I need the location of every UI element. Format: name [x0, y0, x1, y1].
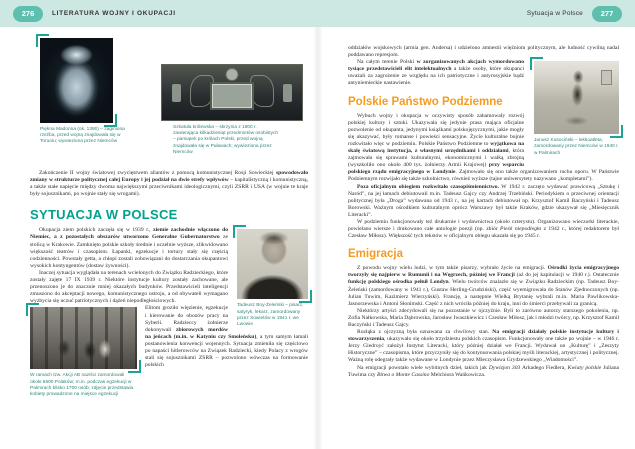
- madonna-photo: [40, 38, 113, 123]
- page-right: [318, 27, 635, 449]
- figure-caption: Tadeusz Boy-Żeleński – pisarz, satyryk, lekarz, zamordowany przez Sowietów w 1941 r. we Lwowie: [237, 303, 304, 327]
- casket-figure: [161, 64, 303, 156]
- section-heading-orange: Emigracja: [348, 248, 403, 261]
- figure-caption: Szkatuła królewska – skrzynia z 1800 r. zawierająca kilkadziesiąt przedmiotów osobistych – pamiątek po królach Polski, przed wojną znajdowała się w Puławach; wywieziona przez Niemców: [173, 125, 279, 155]
- header-band: [0, 0, 635, 27]
- body-paragraph: Elitom groziło więzienie, egzekucje i kierowanie do obozów pracy na Syberii. Radzieccy żołnierze dokonywali zbiorowych mordów na jeńcach (m.in. w Katyniu czy Smoleńsku), a tym samym łamali postanowienia konwencji wojennych. Sytuacja zmieniła się częściowo po napaści hitlerowców na Związek Radziecki, kiedy Polacy z wrogów stali się sojusznikami ZSRR – pozwolono wówczas na formowanie polskich: [145, 305, 308, 369]
- body-paragraph: Na emigracji powstało wiele wybitnych dzieł, takich jak Dywizjon 303 Arkadego Fiedlera, Kwiaty polskie Juliana Tuwima czy Bitwa o Monte Cassino Melchiora Wańkowicza.: [348, 364, 620, 378]
- casket-fitting: [172, 84, 181, 102]
- corner-bracket-icon: [128, 360, 141, 373]
- figure-caption: Janusz Kusociński – lekkoatleta, zamordowany przez Niemców w 1940 r. w Palmirach: [534, 138, 619, 156]
- body-paragraph: Zakończenie II wojny światowej zwycięstwem aliantów z pomocą komunistycznej Rosji Sowieckiej spowodowało zmiany w strukturze politycznej całej Europy i jej podział na dwie strefy wpływów – kapitalistyczną i komunistyczną, a także stałe napięcie między dwoma największymi przeciwnikami ideologicznymi, czyli ZSRR i USA (w wojnie te kraje były sojusznikami, po wojnie stały się wrogami).: [30, 170, 308, 198]
- header-left: [13, 6, 176, 22]
- corner-bracket-icon: [530, 57, 543, 70]
- running-title-left: LITERATURA WOJNY I OKUPACJI: [52, 10, 176, 17]
- figure-caption: W ramach tzw. Akcji AB naziści zamordowali około 6500 Polaków; m.in. podczas egzekucji w Palmirach blisko 1700 osób; zdjęcie przedstawia kobiety prowadzone na miejsce egzekucji: [30, 373, 134, 398]
- casket-photo: [161, 64, 303, 121]
- kusocinski-figure: [534, 61, 619, 157]
- running-title-right: Sytuacja w Polsce: [526, 10, 583, 17]
- casket-fitting: [283, 84, 292, 102]
- boy-zelenski-figure: [237, 229, 308, 328]
- corner-bracket-icon: [36, 34, 49, 47]
- execution-photo: [30, 307, 137, 369]
- corner-bracket-icon: [233, 225, 246, 238]
- page-number-badge-right: 277: [592, 6, 622, 22]
- body-paragraph: Wybuch wojny i okupacja w oczywisty sposób zahamowały rozwój polskiej kultury i sztuki. Ukazywała się jedynie prasa mająca oficjalne pozwolenie od okupanta, jedynymi książkami polskojęzycznymi, jakie mogły się ukazywać, były romanse i powieści sensacyjne. Życie kulturalne bujnie rozkwitało więc w podziemiu. Polskie Państwo Podziemne to wyjątkowa na skalę światową instytucja, z własnymi urzędnikami i oddziałami, która zajmowała się sprawami kulturalnymi, ekonomicznymi i walką zbrojną (wyszkoliło ono około 400 tys. żołnierzy Armii Krajowej) przy wsparciu polskiego rządu emigracyjnego w Londynie. Zajmowało się ono także organizowaniem ruchu oporu. W Państwie Podziemnym rozwijało się także szkolnictwo, również wyższe (tajne uniwersytety nazywano „kompletami”).: [348, 112, 620, 183]
- corner-bracket-icon: [26, 303, 39, 316]
- casket-plaque: [210, 82, 254, 110]
- corner-bracket-icon: [104, 114, 117, 127]
- section-heading-orange: Polskie Państwo Podziemne: [348, 95, 503, 108]
- body-paragraph: Na całym terenie Polski w zorganizowanych akcjach wymordowano tysiące przedstawicieli elit intelektualnych a także osoby, które okupanci uważali za zagrożenie ze względu na ich patriotyczne i antyrosyjskie bądź antyniemieckie nastawienie.: [348, 59, 525, 87]
- corner-bracket-icon: [610, 125, 623, 138]
- corner-bracket-icon: [299, 290, 312, 303]
- figure-caption: Piękna Madonna (ok. 1390) – zaginiona rzeźba, przed wojną znajdowała się w Toruniu; wywieziona przez Niemców: [40, 127, 125, 145]
- body-paragraph: Rozłąka z ojczyzną była uznawana za chwilowy stan. Na emigracji działały polskie instytucje kultury i stowarzyszenia, ukazywało się około trzydziestu polskich czasopism. Funkcjonowały one także po wojnie – w 1946 r. Jerzy Giedroyć założył Instytut Literacki, który później działał we Francji. Wydawał on „Kulturę” i „Zeszyty Historyczne” – czasopisma, które przyczyniły się do kontynuowania polskiej myśli literackiej, artystycznej i politycznej. Ważną rolę odegrały także wydawane w Londynie przez Mieczysława Grydzewskiego „Wiadomości”.: [348, 329, 619, 364]
- body-paragraph: Inaczej sytuacja wyglądała na terenach wcielonych do Związku Radzieckiego, które zostały zajęte 17 IX 1939 r. Niektóre instytucje kultury zostały zachowane, ale przenoszono je do znacznie mniej okazałych budynków. Przedstawicieli inteligencji zmuszono do akceptacji nowego, komunistycznego ustroju, a od obywateli wymagano wyzbycia się uczuć patriotycznych i dążeń niepodległościowych.: [30, 269, 228, 305]
- body-paragraph: oddziałów wojskowych (armia gen. Andersa) i udzielono amnestii więźniom politycznym, ale ludność cywilną nadal poddawano represjom.: [348, 45, 619, 59]
- header-right: [527, 6, 622, 22]
- boy-zelenski-photo: [237, 229, 308, 299]
- page-left: [0, 27, 318, 449]
- body-paragraph: Okupacja ziem polskich zaczęła się w 1939 r., ziemie zachodnie włączono do Niemiec, a z pozostałych obszarów utworzono Generalne Gubernatorstwo ze stolicą w Krakowie. Zamknięto polskie szkoły średnie i uczelnie wyższe, zlikwidowano większość teatrów i czasopism. Łapanki, egzekucje i tortury stały się częścią codzienności. Powstały getta, a chłopi zostali zobowiązani do dostarczania okupantowi wysokich kontyngentów (dostaw żywności).: [30, 227, 228, 269]
- top-figure-row: [40, 38, 308, 156]
- madonna-figure: [40, 38, 136, 146]
- page-number-badge-left: 276: [13, 6, 43, 22]
- execution-figure: [30, 307, 137, 398]
- body-paragraph: Z powodu wojny wielu ludzi, w tym także pisarzy, wybrało życie na emigracji. Ośrodki życia emigracyjnego tworzyły się najpierw w Rumunii i na Węgrzech, później we Francji (aż do jej kapitulacji w 1940 r.). Ostatecznie funkcję polskiego ośrodka pełnił Londyn. Wielu twórców znalazło się w Związku Radzieckim (np. Tadeusz Boy-Żeleński (zamordowany w 1941 r.), Gustaw Herling-Grudziński), część wyemigrowała do Stanów Zjednoczonych (np. Julian Tuwim, Kazimierz Wierzyński). Francję, a następnie Wielką Brytanię wybrali m.in. Maria Pawlikowska-Jasnorzewska i Antoni Słonimski. Część z nich wróciła później do kraju, inni do śmierci przebywali za granicą.: [348, 265, 620, 307]
- body-paragraph: Poza oficjalnym obiegiem rozkwitało czasopiśmiennictwo. W 1942 r. zaczęto wydawać prawicową „Sztukę i Naród”, na jej łamach debiutowali m.in. Tadeusz Gajcy czy Andrzej Trzebiński. Periodykiem o przeciwnej orientacji politycznej była „Droga” wydawana od 1943 r., na jej kartach debiutował np. Krzysztof Kamil Baczyński i Tadeusz Borowski. Ważnym ośrodkiem kulturalnym oprócz Warszawy był także Kraków, gdzie ukazywał się „Miesięcznik Literacki”.: [348, 183, 620, 218]
- kusocinski-photo: [534, 61, 619, 134]
- section-heading-teal: SYTUACJA W POLSCE: [30, 207, 178, 223]
- body-paragraph: W podziemiu funkcjonowały też drukarnie i wydawnictwa (około czterystu). Organizowano wieczorki literackie, powielano wiersze i drukowano całe antologie poezji (np. zbiór Pieśń niepodległa z 1942 r., której redaktorem był Czesław Miłosz). Większość tych tekstów w oficjalnym obiegu ukazała się po 1945 r.: [348, 218, 619, 240]
- body-paragraph: Niektórzy artyści zdecydowali się na pozostanie w ojczyźnie. Byli to zarówno autorzy starszego pokolenia, np. Zofia Nałkowska, Maria Dąbrowska, Jarosław Iwaszkiewicz i Czesław Miłosz, jak i młodzi twórcy, np. Krzysztof Kamil Baczyński i Tadeusz Gajcy.: [348, 307, 619, 328]
- stadium-tower: [601, 70, 612, 85]
- casket-medallion: [226, 68, 239, 81]
